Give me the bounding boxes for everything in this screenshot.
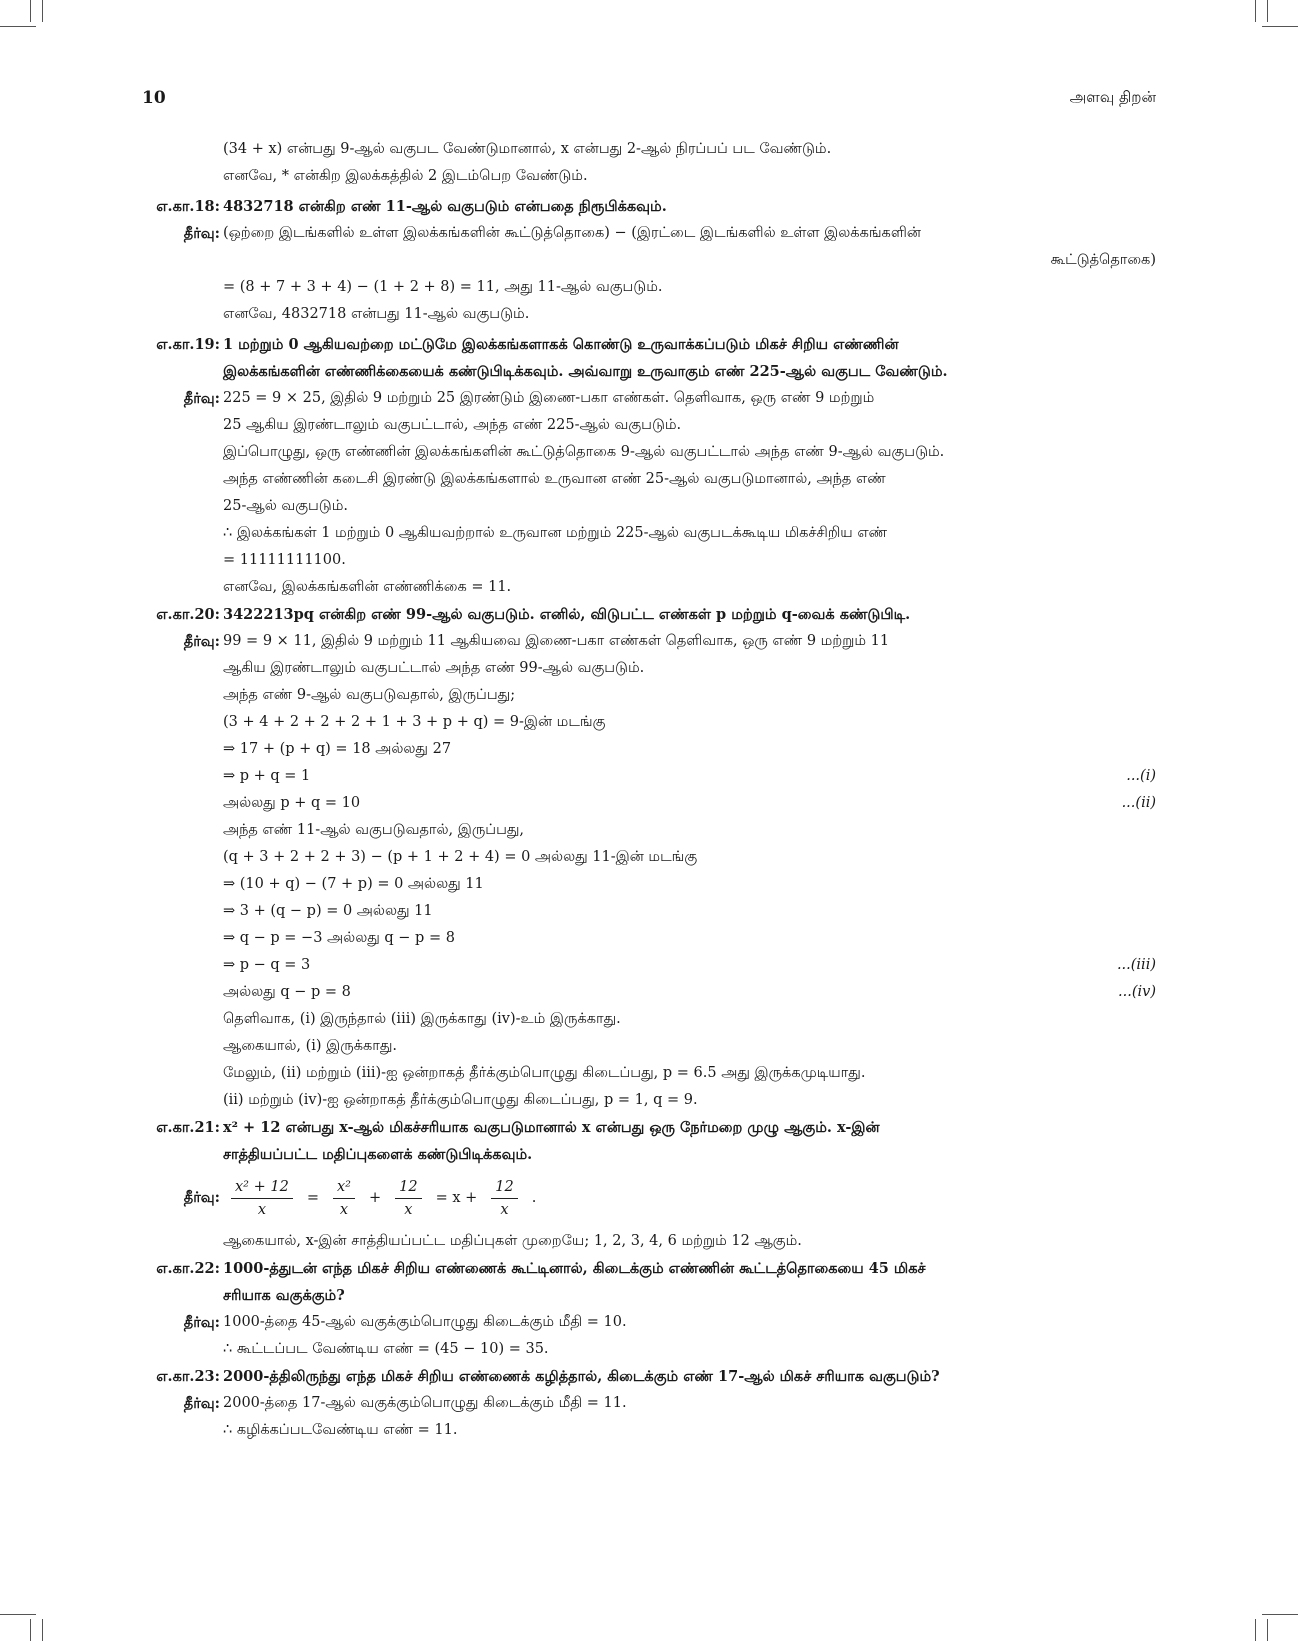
operator: = <box>306 1190 319 1206</box>
crop-mark <box>1255 1619 1256 1641</box>
example-18-question <box>140 193 1156 220</box>
solution-label: தீர்வு: <box>183 1189 220 1206</box>
denominator: x <box>339 1201 349 1218</box>
example-22-question <box>140 1255 1156 1282</box>
equation-tag: ...(iv) <box>1118 984 1156 1000</box>
denominator: x <box>404 1201 413 1218</box>
equation-text: அல்லது p + q = 10 <box>223 795 361 811</box>
crop-mark <box>30 0 31 22</box>
denominator: x <box>257 1201 266 1218</box>
denominator: x <box>500 1201 509 1218</box>
solution-line: கூட்டுத்தொகை) <box>1050 252 1156 268</box>
question-text: 2000-த்திலிருந்து எந்த மிகச் சிறிய எண்ணைக் கழித்தால், கிடைக்கும் எண் 17-ஆல் மிகச் சரியாக வகுபடும்? <box>223 1368 940 1385</box>
equation-text: ⇒ p − q = 3 <box>223 957 311 973</box>
equation-line <box>140 763 1156 790</box>
solution-line: ஆகையால், x-இன் சாத்தியப்பட்ட மதிப்புகள் முறையே; 1, 2, 3, 4, 6 மற்றும் 12 ஆகும். <box>223 1233 802 1249</box>
equation-tag: ...(iii) <box>1116 957 1156 973</box>
solution-label: தீர்வு: <box>183 1314 220 1331</box>
example-label: எ.கா.21: <box>156 1119 220 1136</box>
crop-mark <box>42 1619 43 1641</box>
example-19-question <box>140 331 1156 358</box>
solution-line: ஆகையால், (i) இருக்காது. <box>223 1038 398 1054</box>
solution-label: தீர்வு: <box>183 390 220 407</box>
equation-line: (q + 3 + 2 + 2 + 3) − (p + 1 + 2 + 4) = 0 அல்லது 11-இன் மடங்கு <box>223 849 698 865</box>
equation-line <box>140 952 1156 979</box>
equation-end: . <box>531 1190 537 1206</box>
crop-mark <box>0 26 36 27</box>
equation-line: ⇒ 17 + (p + q) = 18 அல்லது 27 <box>223 741 452 757</box>
solution-line: (ii) மற்றும் (iv)-ஐ ஒன்றாகத் தீர்க்கும்பொழுது கிடைப்பது, p = 1, q = 9. <box>223 1092 698 1108</box>
solution-line <box>140 1390 1156 1417</box>
fraction <box>491 1176 517 1221</box>
solution-line: அந்த எண் 11-ஆல் வகுபடுவதால், இருப்பது, <box>223 822 525 838</box>
fraction <box>333 1176 355 1221</box>
page-content <box>140 136 1156 1444</box>
numerator: x² + 12 <box>231 1176 293 1199</box>
fraction-equation <box>223 1168 1156 1228</box>
solution-line: அந்த எண் 9-ஆல் வகுபடுவதால், இருப்பது; <box>223 687 516 703</box>
equation-tag: ...(i) <box>1126 768 1156 784</box>
question-text: 3422213pq என்கிற எண் 99-ஆல் வகுபடும். எனில், விடுபட்ட எண்கள் p மற்றும் q-வைக் கண்டுபிடி. <box>223 606 911 623</box>
solution-fraction-line <box>140 1168 1156 1228</box>
example-20-question <box>140 601 1156 628</box>
question-text: சரியாக வகுக்கும்? <box>223 1287 345 1304</box>
fraction <box>231 1176 293 1221</box>
question-text: 1000-த்துடன் எந்த மிகச் சிறிய எண்ணைக் கூட்டினால், கிடைக்கும் எண்ணின் கூட்டத்தொகையை 45 மிகச் <box>223 1260 926 1277</box>
crop-mark <box>1267 0 1268 22</box>
crop-mark <box>0 1614 36 1615</box>
equation-tag: ...(ii) <box>1121 795 1156 811</box>
question-text: 1 மற்றும் 0 ஆகியவற்றை மட்டுமே இலக்கங்களாகக் கொண்டு உருவாக்கப்படும் மிகச் சிறிய எண்ணின் <box>223 336 899 353</box>
solution-text: 99 = 9 × 11, இதில் 9 மற்றும் 11 ஆகியவை இணை-பகா எண்கள் தெளிவாக, ஒரு எண் 9 மற்றும் 11 <box>223 633 890 649</box>
solution-line: எனவே, இலக்கங்களின் எண்ணிக்கை = 11. <box>223 579 512 595</box>
solution-line: ஆகிய இரண்டாலும் வகுபட்டால் அந்த எண் 99-ஆல் வகுபடும். <box>223 660 645 676</box>
example-23-question <box>140 1363 1156 1390</box>
example-label: எ.கா.23: <box>156 1368 220 1385</box>
equation-line: ⇒ 3 + (q − p) = 0 அல்லது 11 <box>223 903 433 919</box>
crop-mark <box>1262 1614 1298 1615</box>
solution-line: = 11111111100. <box>223 552 346 568</box>
solution-line: = (8 + 7 + 3 + 4) − (1 + 2 + 8) = 11, அது 11-ஆல் வகுபடும். <box>223 279 663 295</box>
question-text: x² + 12 என்பது x-ஆல் மிகச்சரியாக வகுபடுமானால் x என்பது ஒரு நேர்மறை முழு ஆகும். x-இன் <box>223 1119 880 1136</box>
crop-mark <box>1262 26 1298 27</box>
equation-line: ⇒ q − p = −3 அல்லது q − p = 8 <box>223 930 455 946</box>
running-head: அளவு திறன் <box>1069 88 1156 106</box>
equation-middle: = x + <box>435 1190 478 1206</box>
solution-line: 25-ஆல் வகுபடும். <box>223 498 349 514</box>
fraction <box>395 1176 421 1221</box>
example-label: எ.கா.20: <box>156 606 220 623</box>
numerator: 12 <box>395 1176 421 1199</box>
solution-text: 2000-த்தை 17-ஆல் வகுக்கும்பொழுது கிடைக்கும் மீதி = 11. <box>223 1395 627 1411</box>
solution-line: எனவே, 4832718 என்பது 11-ஆல் வகுபடும். <box>223 306 530 322</box>
solution-line: அந்த எண்ணின் கடைசி இரண்டு இலக்கங்களால் உருவான எண் 25-ஆல் வகுபடுமானால், அந்த எண் <box>223 471 886 487</box>
operator: + <box>368 1190 382 1206</box>
equation-text: ⇒ p + q = 1 <box>223 768 311 784</box>
crop-mark <box>1255 0 1256 22</box>
equation-line <box>140 979 1156 1006</box>
solution-line: ∴ இலக்கங்கள் 1 மற்றும் 0 ஆகியவற்றால் உருவான மற்றும் 225-ஆல் வகுபடக்கூடிய மிகச்சிறிய எண் <box>223 525 888 541</box>
example-label: எ.கா.19: <box>156 336 220 353</box>
crop-mark <box>1267 1619 1268 1641</box>
solution-text: 225 = 9 × 25, இதில் 9 மற்றும் 25 இரண்டும் இணை-பகா எண்கள். தெளிவாக, ஒரு எண் 9 மற்றும் <box>223 390 875 406</box>
solution-line: ∴ கூட்டப்பட வேண்டிய எண் = (45 − 10) = 35. <box>223 1341 549 1357</box>
solution-line: இப்பொழுது, ஒரு எண்ணின் இலக்கங்களின் கூட்டுத்தொகை 9-ஆல் வகுபட்டால் அந்த எண் 9-ஆல் வகுபடும். <box>223 444 945 460</box>
solution-text: (ஒற்றை இடங்களில் உள்ள இலக்கங்களின் கூட்டுத்தொகை) − (இரட்டை இடங்களில் உள்ள இலக்கங்களின் <box>223 225 921 241</box>
solution-line: ∴ கழிக்கப்படவேண்டிய எண் = 11. <box>223 1422 458 1438</box>
solution-text: 1000-த்தை 45-ஆல் வகுக்கும்பொழுது கிடைக்கும் மீதி = 10. <box>223 1314 627 1330</box>
text-line: எனவே, * என்கிற இலக்கத்தில் 2 இடம்பெற வேண்டும். <box>223 168 588 184</box>
crop-mark <box>42 0 43 22</box>
solution-label: தீர்வு: <box>183 1395 220 1412</box>
question-text: சாத்தியப்பட்ட மதிப்புகளைக் கண்டுபிடிக்கவும். <box>223 1146 533 1163</box>
equation-line <box>140 790 1156 817</box>
text-line: (34 + x) என்பது 9-ஆல் வகுபட வேண்டுமானால், x என்பது 2-ஆல் நிரப்பப் பட வேண்டும். <box>223 141 832 157</box>
equation-line: (3 + 4 + 2 + 2 + 2 + 1 + 3 + p + q) = 9-இன் மடங்கு <box>223 714 606 730</box>
solution-line <box>140 628 1156 655</box>
numerator: 12 <box>491 1176 517 1199</box>
solution-line: மேலும், (ii) மற்றும் (iii)-ஐ ஒன்றாகத் தீர்க்கும்பொழுது கிடைப்பது, p = 6.5 அது இருக்கமுடியாது. <box>223 1065 866 1081</box>
solution-line: தெளிவாக, (i) இருந்தால் (iii) இருக்காது (iv)-உம் இருக்காது. <box>223 1011 621 1027</box>
equation-line: ⇒ (10 + q) − (7 + p) = 0 அல்லது 11 <box>223 876 484 892</box>
page-number: 10 <box>142 88 166 108</box>
solution-label: தீர்வு: <box>183 633 220 650</box>
solution-label: தீர்வு: <box>183 225 220 242</box>
numerator: x² <box>333 1176 355 1199</box>
solution-line <box>140 385 1156 412</box>
question-text: 4832718 என்கிற எண் 11-ஆல் வகுபடும் என்பதை நிரூபிக்கவும். <box>223 198 667 215</box>
question-text: இலக்கங்களின் எண்ணிக்கையைக் கண்டுபிடிக்கவும். அவ்வாறு உருவாகும் எண் 225-ஆல் வகுபட வேண்டும். <box>223 363 948 380</box>
solution-line <box>140 1309 1156 1336</box>
solution-line <box>140 220 1156 247</box>
solution-line: 25 ஆகிய இரண்டாலும் வகுபட்டால், அந்த எண் 225-ஆல் வகுபடும். <box>223 417 682 433</box>
crop-mark <box>30 1619 31 1641</box>
example-label: எ.கா.18: <box>156 198 220 215</box>
example-21-question <box>140 1114 1156 1141</box>
example-label: எ.கா.22: <box>156 1260 220 1277</box>
equation-text: அல்லது q − p = 8 <box>223 984 351 1000</box>
